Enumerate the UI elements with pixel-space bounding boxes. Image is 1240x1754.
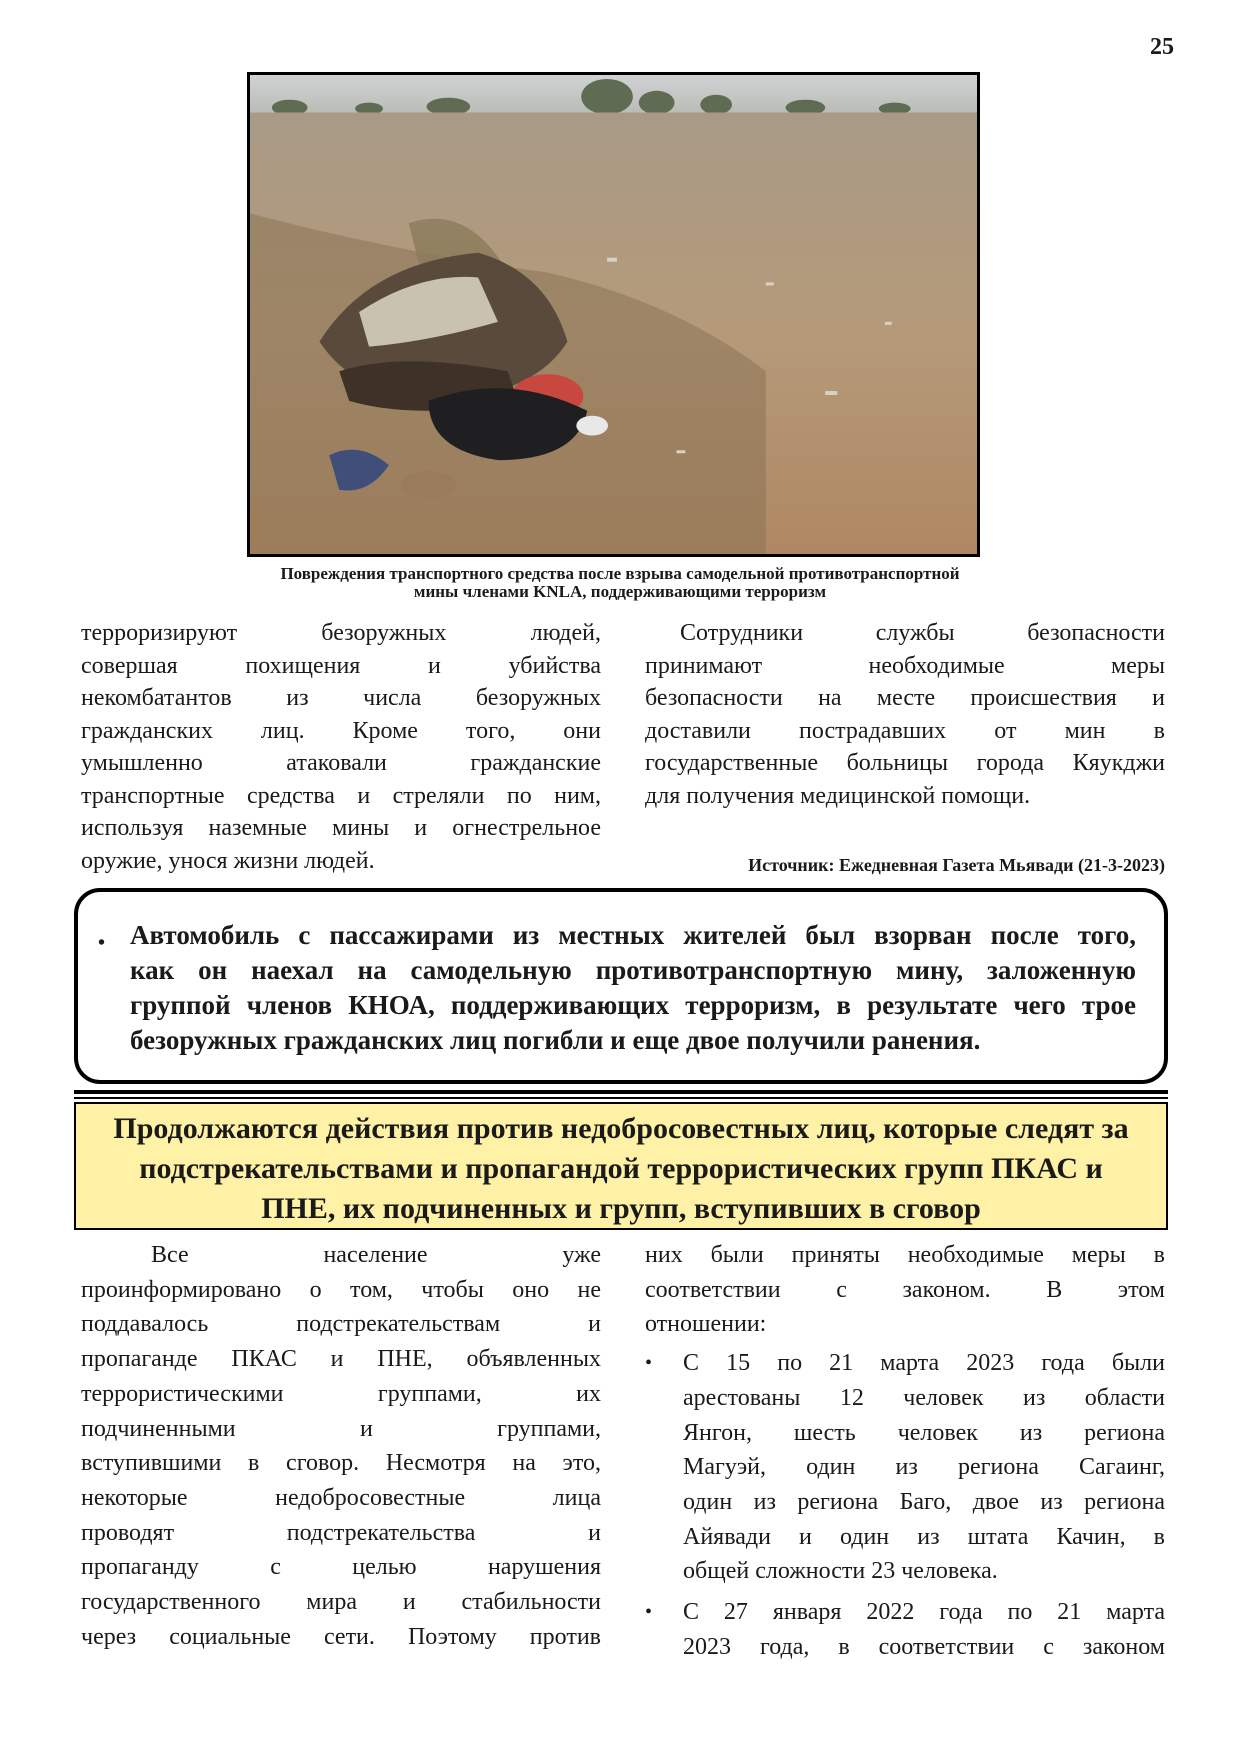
divider — [74, 1090, 1168, 1094]
text-line: поддавалось подстрекательствам и — [81, 1311, 601, 1338]
text-line: для получения медицинской помощи. — [645, 782, 1031, 809]
text-line: государственного мира и стабильности — [81, 1589, 601, 1616]
text-line: Айявади и один из штата Качин, в — [683, 1523, 1165, 1550]
text-line: пропаганду с целью нарушения — [81, 1554, 601, 1581]
text-line: оружие, унося жизни людей. — [81, 847, 375, 874]
text-line: используя наземные мины и огнестрельное — [81, 815, 601, 841]
text-line: терроризируют безоружных людей, — [81, 620, 601, 646]
text-line: умышленно атаковали гражданские — [81, 750, 601, 776]
text-line: террористическими группами, их — [81, 1380, 601, 1407]
callout-line: безоружных гражданских лиц погибли и еще двое получили ранения. — [130, 1025, 981, 1055]
headline-line: Продолжаются действия против недобросовестных лиц, которые следят за — [113, 1112, 1129, 1145]
text-line: транспортные средства и стреляли по ним, — [81, 782, 601, 809]
text-line: соответствии с законом. В этом — [645, 1276, 1165, 1303]
photo-wrecked-vehicle-icon — [250, 75, 977, 554]
top-right-column — [645, 617, 1165, 812]
text-line: вступившими в сговор. Несмотря на это, — [81, 1450, 601, 1477]
text-line: некомбатантов из числа безоружных — [81, 685, 601, 711]
text-line: через социальные сети. Поэтому против — [81, 1623, 601, 1650]
text-line: Магуэй, один из региона Сагаинг, — [683, 1454, 1165, 1481]
highlight-callout — [74, 888, 1168, 1084]
text-line: доставили пострадавших от мин в — [645, 717, 1165, 744]
text-line: некоторые недобросовестные лица — [81, 1484, 601, 1511]
text-line: проинформировано о том, чтобы оно не — [81, 1276, 601, 1303]
text-line: подчиненными и группами, — [81, 1415, 601, 1442]
text-line: Янгон, шесть человек из региона — [683, 1419, 1165, 1446]
text-line: Сотрудники службы безопасности — [680, 620, 1165, 646]
caption-line: мины членами KNLA, поддерживающими терроризм — [413, 582, 827, 601]
bullet-icon: • — [645, 1601, 653, 1624]
bottom-left-column — [81, 1238, 601, 1654]
caption-line: Повреждения транспортного средства после взрыва самодельной противотранспортной — [280, 564, 960, 583]
arrest-bullet-list — [645, 1346, 1165, 1664]
top-left-column — [81, 617, 601, 877]
callout-line: как он наехал на самодельную противотранспортную мину, заложенную — [130, 955, 1136, 985]
text-line: проводят подстрекательства и — [81, 1519, 601, 1546]
section-headline — [76, 1109, 1166, 1229]
text-line: 2023 года, в соответствии с законом — [683, 1633, 1165, 1660]
text-line: гражданских лиц. Кроме того, они — [81, 717, 601, 744]
bullet-icon: • — [645, 1352, 653, 1375]
callout-line: группой членов КНОА, поддерживающих терроризм, в результате чего трое — [130, 990, 1136, 1020]
text-line: общей сложности 23 человека. — [683, 1558, 998, 1585]
source-credit: Источник: Ежедневная Газета Мьявади (21-3-2023) — [748, 855, 1165, 875]
text-line: пропаганде ПКАС и ПНЕ, объявленных — [81, 1346, 601, 1373]
text-line: арестованы 12 человек из области — [683, 1384, 1165, 1411]
text-line: отношении: — [645, 1311, 767, 1338]
text-line: государственные больницы города Кяукджи — [645, 750, 1165, 776]
divider — [74, 1097, 1168, 1099]
headline-line: подстрекательствами и пропагандой террористических групп ПКАС и — [139, 1152, 1103, 1185]
page-number: 25 — [1150, 34, 1174, 60]
text-line: безопасности на месте происшествия и — [645, 685, 1165, 711]
text-line: совершая похищения и убийства — [81, 652, 601, 679]
callout-text — [130, 918, 1136, 1058]
news-photo — [247, 72, 980, 557]
photo-caption — [170, 565, 1070, 601]
text-line: С 15 по 21 марта 2023 года были — [683, 1350, 1165, 1377]
bullet-icon: • — [98, 932, 106, 954]
text-line: С 27 января 2022 года по 21 марта — [683, 1599, 1165, 1626]
text-line: один из региона Баго, двое из региона — [683, 1488, 1165, 1515]
bottom-right-column — [645, 1238, 1165, 1664]
text-line: Все население уже — [151, 1242, 601, 1268]
text-line: принимают необходимые меры — [645, 652, 1165, 679]
callout-line: Автомобиль с пассажирами из местных жителей был взорван после того, — [130, 920, 1136, 950]
list-item — [645, 1595, 1165, 1664]
section-headline-box — [74, 1102, 1168, 1230]
text-line: них были приняты необходимые меры в — [645, 1242, 1165, 1268]
list-item — [645, 1346, 1165, 1589]
headline-line: ПНЕ, их подчиненных и групп, вступивших в сговор — [261, 1192, 981, 1225]
